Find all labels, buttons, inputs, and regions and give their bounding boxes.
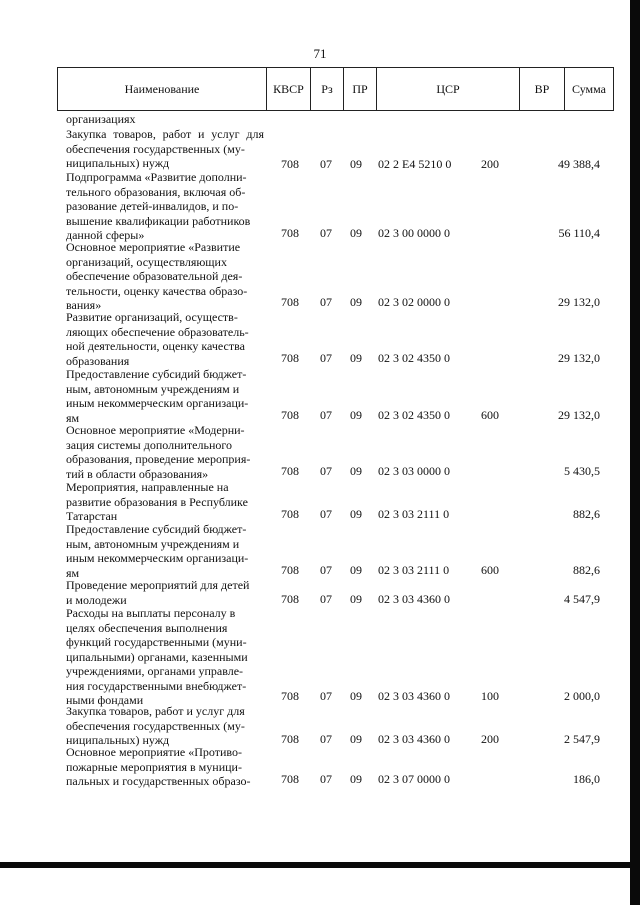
row-csr: 02 3 02 0000 0 (378, 295, 450, 309)
row-rz: 07 (320, 295, 332, 309)
row-kvsr: 708 (281, 464, 299, 478)
row-vr: 200 (481, 732, 499, 746)
row-kvsr: 708 (281, 157, 299, 171)
row-sum: 29 132,0 (558, 295, 600, 309)
row-rz: 07 (320, 732, 332, 746)
row-rz: 07 (320, 563, 332, 577)
row-pr: 09 (350, 592, 362, 606)
header-name: Наименование (58, 68, 267, 110)
row-name: Развитие организаций, осуществ- ляющих обеспечение образователь- ной деятельности, оценку качества образования (66, 310, 249, 368)
row-rz: 07 (320, 351, 332, 365)
row-pr: 09 (350, 689, 362, 703)
row-csr: 02 3 03 2111 0 (378, 507, 450, 521)
row-name: Проведение мероприятий для детей и молодежи (66, 578, 250, 607)
row-name: Мероприятия, направленные на развитие образования в Республике Татарстан (66, 480, 248, 523)
scan-border-bottom (0, 862, 640, 868)
row-rz: 07 (320, 507, 332, 521)
header-pr: ПР (344, 68, 377, 110)
row-rz: 07 (320, 408, 332, 422)
row-sum: 186,0 (573, 772, 600, 786)
row-csr: 02 3 03 4360 0 (378, 689, 450, 703)
row-pr: 09 (350, 563, 362, 577)
scan-border-right (630, 0, 640, 905)
row-pr: 09 (350, 295, 362, 309)
row-sum: 882,6 (573, 563, 600, 577)
header-sum: Сумма (572, 82, 606, 96)
row-csr: 02 2 Е4 5210 0 (378, 157, 452, 171)
row-pr: 09 (350, 157, 362, 171)
row-csr: 02 3 03 4360 0 (378, 732, 450, 746)
header-vr: ВР (520, 68, 565, 110)
row-name: Закупка товаров, работ и услуг для обеспечения государственных (му- ниципальных) нужд (66, 704, 245, 747)
row-sum: 56 110,4 (558, 226, 600, 240)
row-pr: 09 (350, 732, 362, 746)
row-name: Предоставление субсидий бюджет- ным, автономным учреждениям и иным некоммерческим организаци- ям (66, 522, 249, 580)
row-rz: 07 (320, 157, 332, 171)
row-kvsr: 708 (281, 689, 299, 703)
row-csr: 02 3 02 4350 0 (378, 408, 450, 422)
table-header (57, 67, 614, 111)
row-rz: 07 (320, 689, 332, 703)
row-kvsr: 708 (281, 772, 299, 786)
header-rz: Рз (311, 68, 344, 110)
row-name: Расходы на выплаты персоналу в целях обеспечения выполнения функций государственными (муни- ципальными) органами, казенными учреждениями, органами управле- ния государственными внебюджет- ными фондами (66, 606, 248, 707)
row-kvsr: 708 (281, 507, 299, 521)
row-sum: 29 132,0 (558, 408, 600, 422)
row-vr: 600 (481, 408, 499, 422)
row-csr: 02 3 07 0000 0 (378, 772, 450, 786)
row-sum: 49 388,4 (558, 157, 600, 171)
row-rz: 07 (320, 592, 332, 606)
row-vr: 200 (481, 157, 499, 171)
row-sum: 2 547,9 (564, 732, 600, 746)
row-name: Закупка товаров, работ и услуг для обеспечения государственных (му- ниципальных) нужд (66, 127, 264, 170)
row-pr: 09 (350, 507, 362, 521)
row-kvsr: 708 (281, 295, 299, 309)
row-name: Подпрограмма «Развитие дополни- тельного образования, включая об- разование детей-инвалидов, и по- вышение квалификации работников данной сферы» (66, 170, 251, 242)
row-kvsr: 708 (281, 732, 299, 746)
row-sum: 5 430,5 (564, 464, 600, 478)
row-vr: 600 (481, 563, 499, 577)
row-name: организациях (66, 112, 136, 126)
row-rz: 07 (320, 772, 332, 786)
row-csr: 02 3 03 0000 0 (378, 464, 450, 478)
row-vr: 100 (481, 689, 499, 703)
row-csr: 02 3 03 4360 0 (378, 592, 450, 606)
row-pr: 09 (350, 772, 362, 786)
header-kvsr: КВСР (267, 68, 311, 110)
row-pr: 09 (350, 351, 362, 365)
row-kvsr: 708 (281, 408, 299, 422)
page-number: 71 (313, 46, 327, 61)
row-kvsr: 708 (281, 592, 299, 606)
row-sum: 4 547,9 (564, 592, 600, 606)
row-pr: 09 (350, 464, 362, 478)
row-sum: 882,6 (573, 507, 600, 521)
row-pr: 09 (350, 226, 362, 240)
row-sum: 29 132,0 (558, 351, 600, 365)
row-csr: 02 3 03 2111 0 (378, 563, 450, 577)
row-kvsr: 708 (281, 563, 299, 577)
row-sum: 2 000,0 (564, 689, 600, 703)
row-csr: 02 3 00 0000 0 (378, 226, 450, 240)
row-rz: 07 (320, 464, 332, 478)
row-name: Основное мероприятие «Развитие организаций, осуществляющих обеспечение образовательной дея- тельности, оценку качества образо- вания» (66, 240, 248, 312)
row-kvsr: 708 (281, 351, 299, 365)
row-rz: 07 (320, 226, 332, 240)
row-name: Основное мероприятие «Противо- пожарные мероприятия в муници- пальных и государственных образо- (66, 745, 251, 788)
row-name: Основное мероприятие «Модерни- зация системы дополнительного образования, проведение мероприя- тий в области образования» (66, 423, 251, 481)
row-kvsr: 708 (281, 226, 299, 240)
row-pr: 09 (350, 408, 362, 422)
row-name: Предоставление субсидий бюджет- ным, автономным учреждениям и иным некоммерческим организаци- ям (66, 367, 249, 425)
header-csr: ЦСР (377, 68, 520, 110)
row-csr: 02 3 02 4350 0 (378, 351, 450, 365)
